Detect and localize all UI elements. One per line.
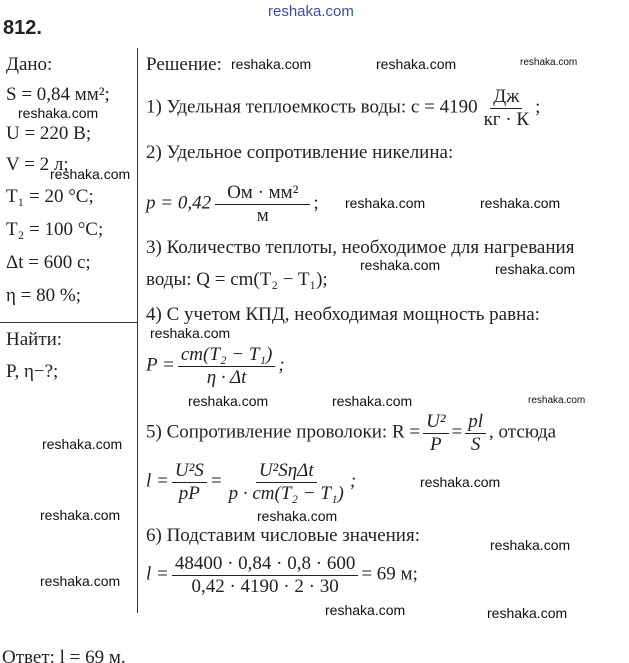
watermark: reshaka.com xyxy=(257,508,338,524)
step-3: 3) Количество теплоты, необходимое для нагревания xyxy=(146,237,575,258)
given-line: T₁ = 20 °C; xyxy=(6,186,94,207)
watermark: reshaka.com xyxy=(360,257,441,273)
watermark: reshaka.com xyxy=(495,261,576,277)
denominator: м xyxy=(256,204,269,226)
numerator: Дж xyxy=(490,86,522,109)
given-line: V = 2 л; xyxy=(6,154,69,175)
divider-vertical xyxy=(137,48,138,613)
formula-text: P = xyxy=(146,354,175,376)
problem-number: 812. xyxy=(3,17,42,39)
solution-title: Решение: xyxy=(146,54,222,75)
step-1 xyxy=(146,86,540,131)
divider-horizontal xyxy=(0,322,137,323)
watermark: reshaka.com xyxy=(520,57,578,68)
find-line: P, η−?; xyxy=(6,361,59,382)
denominator: p · cm(T₂ − T₁) xyxy=(228,482,344,504)
formula-text: ; xyxy=(313,192,319,214)
step-4-formula xyxy=(146,344,285,389)
step-text: = xyxy=(451,421,463,443)
watermark: reshaka.com xyxy=(150,325,231,341)
step-6-formula xyxy=(146,553,418,598)
denominator: кг · К xyxy=(483,108,530,130)
numerator: U² xyxy=(423,411,448,434)
watermark: reshaka.com xyxy=(325,602,406,618)
given-line: S = 0,84 мм²; xyxy=(6,84,110,105)
formula-text: l = xyxy=(146,470,169,492)
denominator: S xyxy=(470,433,481,455)
fraction xyxy=(481,86,533,131)
step-text: 5) Сопротивление проволоки: R = xyxy=(146,421,421,443)
watermark: reshaka.com xyxy=(40,507,121,523)
answer: Ответ: l = 69 м. xyxy=(2,647,126,663)
fraction xyxy=(178,344,275,389)
denominator: pP xyxy=(178,482,200,504)
find-title: Найти: xyxy=(6,329,63,350)
step-text: 1) Удельная теплоемкость воды: c = 4190 xyxy=(146,96,478,118)
fraction xyxy=(172,553,358,598)
step-3-formula: воды: Q = cm(T₂ − T₁); xyxy=(146,269,328,290)
fraction xyxy=(172,460,207,505)
watermark: reshaka.com xyxy=(332,393,413,409)
watermark: reshaka.com xyxy=(376,56,457,72)
watermark: reshaka.com xyxy=(487,605,568,621)
watermark: reshaka.com xyxy=(231,56,312,72)
formula-text: p = 0,42 xyxy=(146,192,212,214)
numerator: Ом · мм² xyxy=(215,182,310,205)
numerator: 48400 · 0,84 · 0,8 · 600 xyxy=(172,553,358,576)
denominator: η · Δt xyxy=(206,366,247,388)
watermark: reshaka.com xyxy=(42,436,123,452)
step-text: , отсюда xyxy=(489,421,557,443)
numerator: cm(T₂ − T₁) xyxy=(178,344,275,367)
given-title: Дано: xyxy=(6,54,53,75)
formula-text: = xyxy=(209,470,223,492)
fraction xyxy=(226,460,347,505)
formula-text: = 69 м; xyxy=(361,563,418,585)
step-5 xyxy=(146,411,556,456)
formula-text: ; xyxy=(278,354,285,376)
given-line: U = 220 В; xyxy=(6,123,92,144)
fraction xyxy=(215,182,310,227)
numerator: U²S xyxy=(172,460,207,483)
step-2: 2) Удельное сопротивление никелина: xyxy=(146,142,454,163)
denominator: 0,42 · 4190 · 2 · 30 xyxy=(191,575,339,597)
watermark: reshaka.com xyxy=(40,573,121,589)
step-4: 4) С учетом КПД, необходимая мощность равна: xyxy=(146,304,540,325)
formula-text: l = xyxy=(146,563,169,585)
numerator: pl xyxy=(465,411,486,434)
watermark: reshaka.com xyxy=(528,395,586,406)
watermark: reshaka.com xyxy=(420,474,501,490)
denominator: P xyxy=(430,433,442,455)
fraction xyxy=(465,411,486,456)
fraction xyxy=(423,411,448,456)
given-line: Δt = 600 с; xyxy=(6,252,91,273)
watermark: reshaka.com xyxy=(480,195,561,211)
formula-text: ; xyxy=(349,470,357,492)
watermark: reshaka.com xyxy=(50,166,131,182)
watermark: reshaka.com xyxy=(490,537,571,553)
step-6: 6) Подставим числовые значения: xyxy=(146,525,420,546)
given-line: T₂ = 100 °C; xyxy=(6,219,104,240)
watermark: reshaka.com xyxy=(188,393,269,409)
step-2-formula xyxy=(146,182,319,227)
step-5-formula xyxy=(146,460,356,505)
watermark: reshaka.com xyxy=(345,195,426,211)
step-text: ; xyxy=(535,96,541,118)
given-line: η = 80 %; xyxy=(6,285,82,306)
watermark: reshaka.com xyxy=(18,105,99,121)
watermark: reshaka.com xyxy=(268,3,354,20)
numerator: U²SηΔt xyxy=(256,460,317,483)
